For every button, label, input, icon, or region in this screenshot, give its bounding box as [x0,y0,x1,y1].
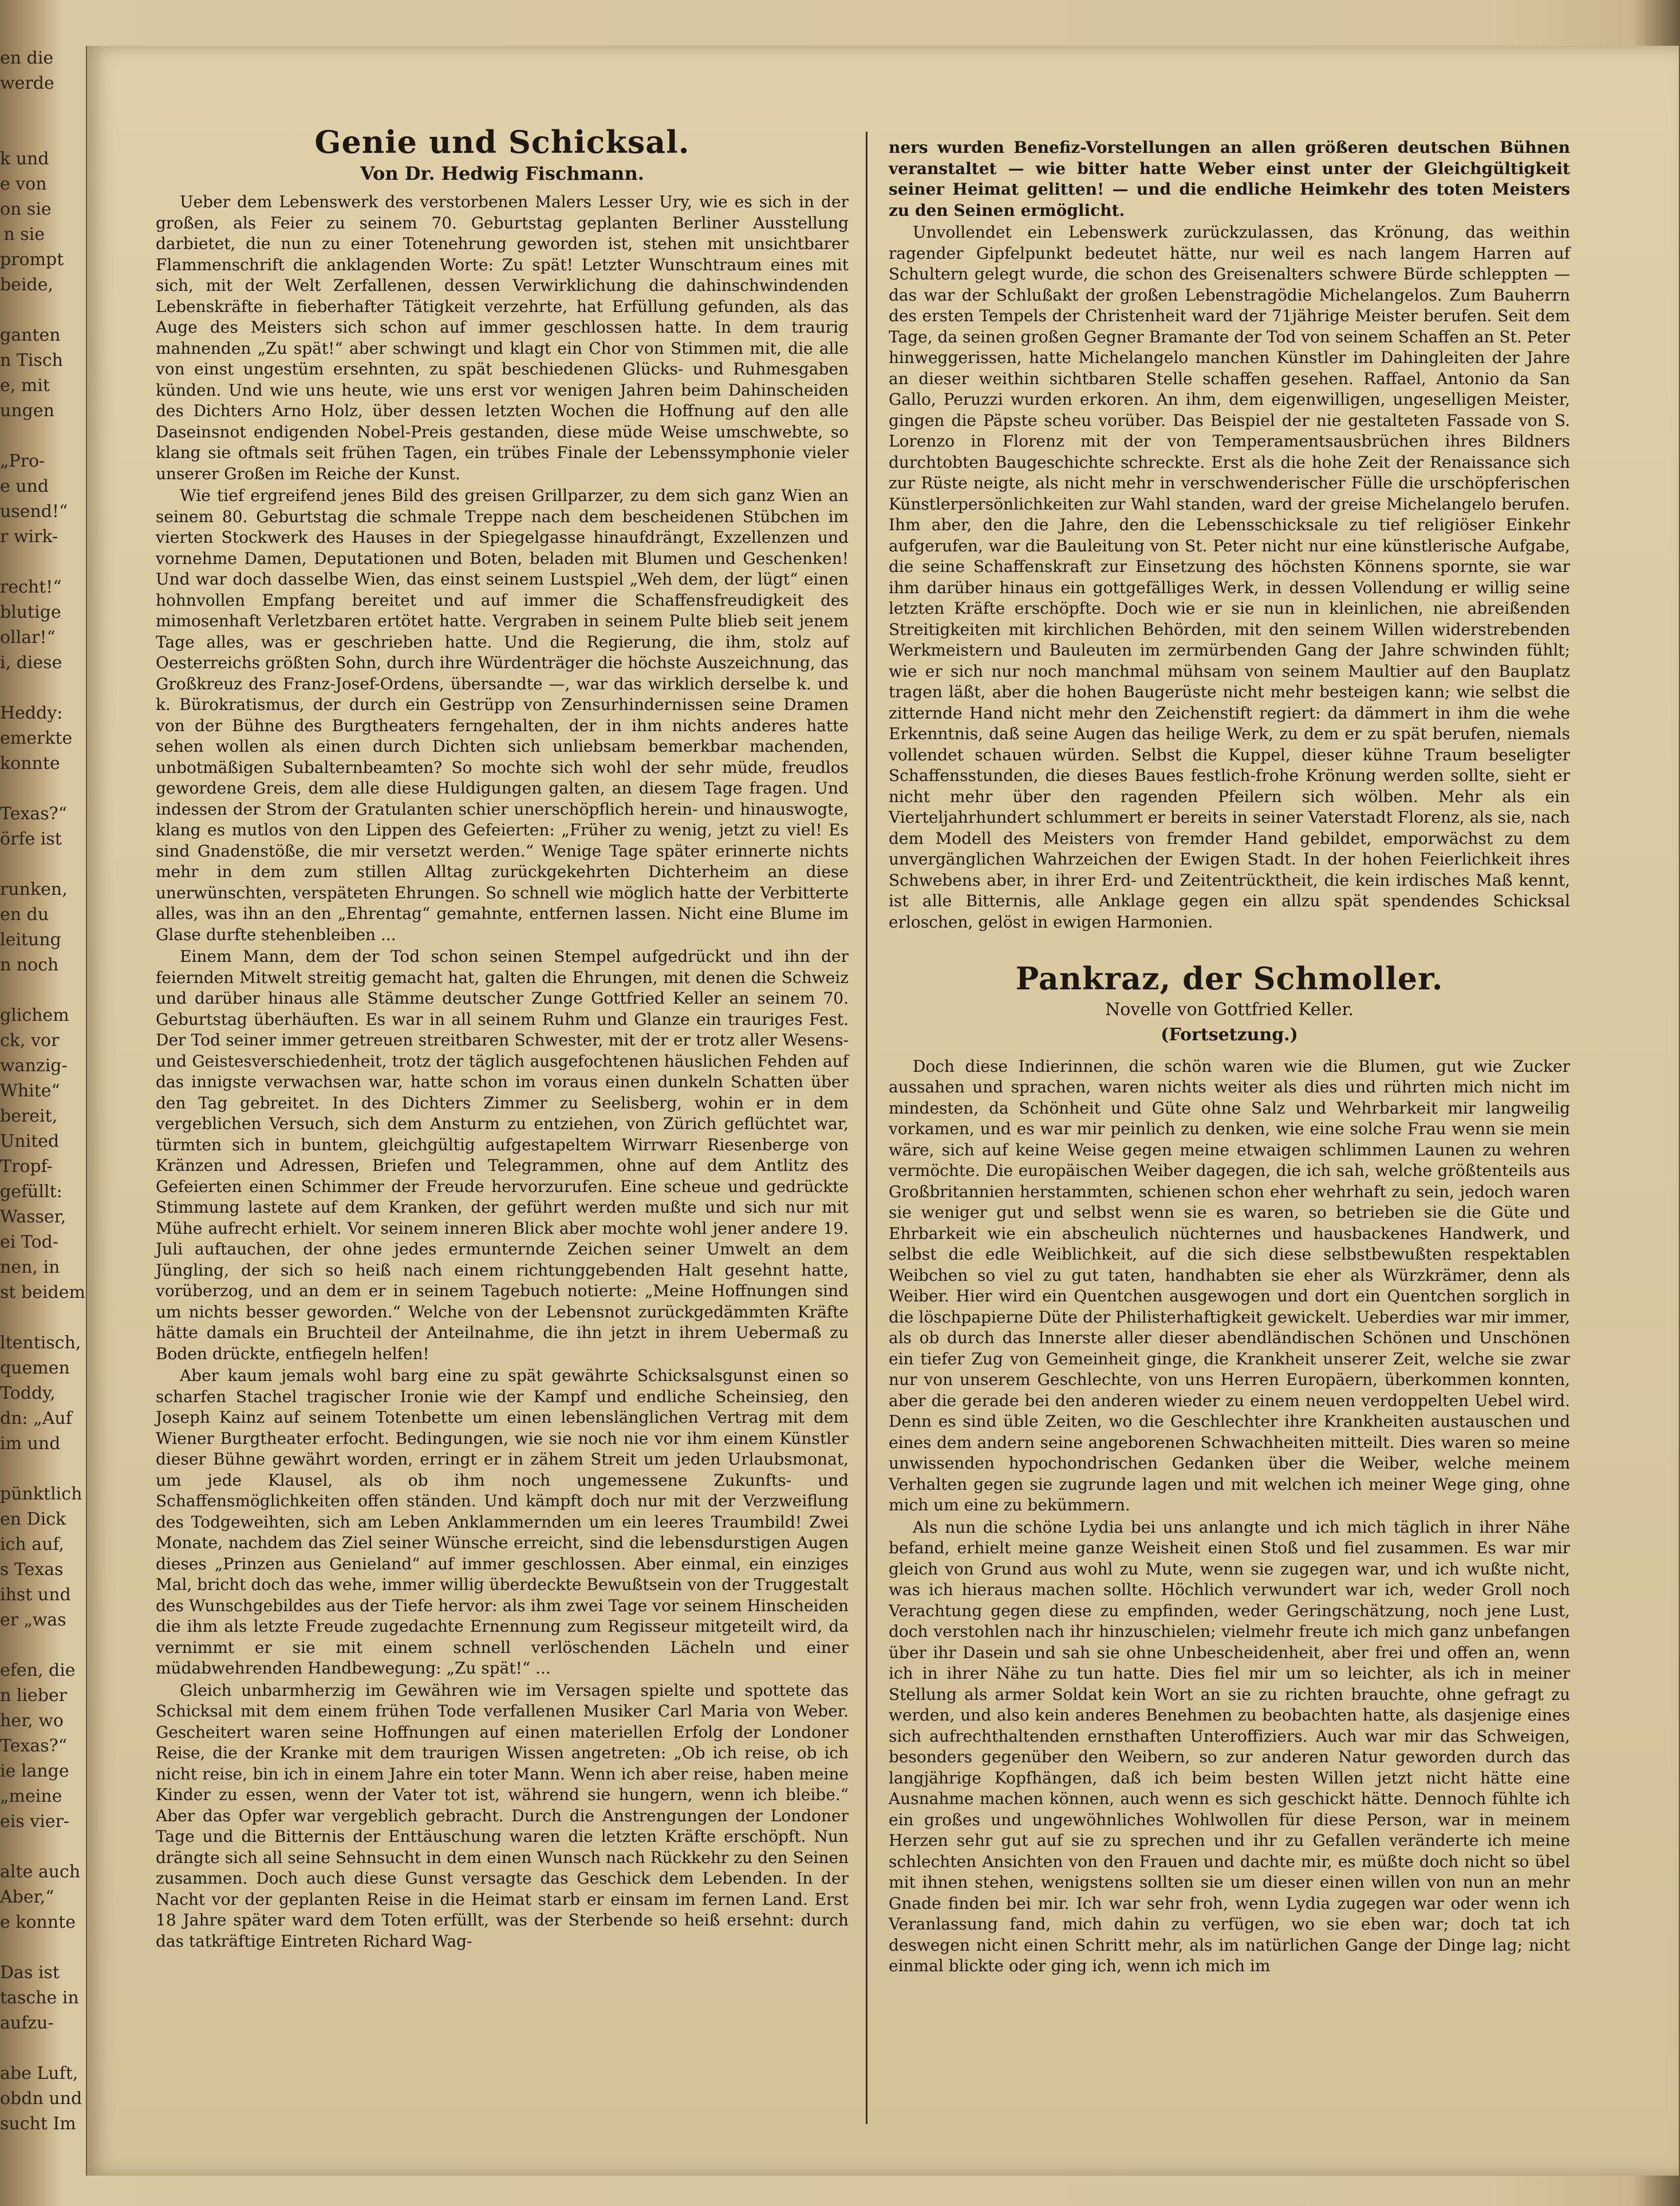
prev-page-fragment: Wasser, [0,1207,66,1227]
prev-page-fragment [0,96,52,121]
prev-page-fragment: ltentisch, [0,1333,81,1353]
prev-page-fragment: prompt [0,250,64,270]
prev-page-fragment [0,1305,52,1331]
paragraph: Aber kaum jemals wohl barg eine zu spät gewährte Schicksalsgunst einen so scharfen Stachel tragischer Ironie wie der Kampf und endliche Scheinsieg, den Joseph Kainz auf seinem Totenbette um einen lebenslänglichen Vertrag mit dem Wiener Burgtheater erfocht. Bedingungen, wie sie noch nie vor ihm einem Künstler dieser Bühne gewährt worden, erringt er in zähem Streit um jeden Urlaubsmonat, um jede Klausel, als ob ihm noch ungemessene Zukunfts- und Schaffensmöglichkeiten offen ständen. Und kämpft doch nur mit der Verzweiflung des Todgeweihten, sich am Leben Anklammernden um ein leeres Traumbild! Zwei Monate, nachdem das Ziel seiner Wünsche erreicht, sind die lebensdurstigen Augen dieses „Prinzen aus Genieland“ auf immer geschlossen. Aber einmal, ein einziges Mal, bricht doch das wehe, immer willig überdeckte Bewußtsein von der Truggestalt des Wunschgebildes aus der Tiefe hervor: als ihm zwei Tage vor seinem Hinscheiden die ihm als letzte Freude zugedachte Ernennung zum Regisseur mitgeteilt wird, da vernimmt er sie mit einem schnell verlöschenden Lächeln und einer müdabwehrenden Handbewegung: „Zu spät!“ ... [156,1366,849,1678]
article-title: Genie und Schicksal. [314,124,690,160]
prev-page-fragment: „Pro- [0,451,45,471]
prev-page-fragment: Tropf- [0,1157,53,1177]
prev-page-fragment [0,1834,52,1860]
continuation-note: (Fortsetzung.) [1161,1025,1298,1045]
prev-page-fragment: efen, die [0,1660,76,1680]
prev-page-fragment [0,424,52,449]
paragraph: Doch diese Indierinnen, die schön waren wie die Blumen, gut wie Zucker aussahen und sprachen, waren nichts weiter als dies und rührten mich nicht im mindesten, da Schönheit und Güte ohne Salz und Wehrbarkeit mir langweilig vorkamen, und es war mir peinlich zu denken, wie eine solche Frau wenn sie mein wäre, sich auf keine Weise gegen meine etwaigen schlimmen Launen zu wehren vermöchte. Die europäischen Weiber dagegen, die ich sah, welche größtenteils aus Großbritannien herstammten, schienen schon eher wehrhaft zu sein, jedoch waren sie weniger gut und selbst wenn sie es waren, so betrieben sie die Güte und Ehrbarkeit wie ein abscheulich nüchternes und hausbackenes Handwerk, und selbst die edle Weiblichkeit, auf die sich diese selbstbewußten respektablen Weibchen so viel zu gut taten, handhabten sie eher als Würzkrämer, denn als Weiber. Hier wird ein Quentchen ausgewogen und dort ein Quentchen sorglich in die löschpapierne Düte der Philisterhaftigkeit gewickelt. Ueberdies war mir immer, als ob durch das Innerste aller dieser abendländischen Schönen und Unschönen ein tiefer Zug von Gemeinheit ginge, die Krankheit unserer Zeit, welche sie zwar nur von unserem Geschlechte, von uns Herren Europäern, überkommen konnten, aber die gerade bei den anderen wieder zu einem neuen verdoppelten Uebel wird. Denn es sind üble Zeiten, wo die Geschlechter ihre Krankheiten austauschen und eines dem andern seine angeborenen Schwachheiten mitteilt. Dies waren so meine unwissenden hypochondrischen Gedanken über die Weiber, welche meinem Verhalten gegen sie zugrunde lagen und mit welchen ich meiner Wege ging, ohne mich um eine zu bekümmern. [889,1056,1570,1514]
prev-page-fragment: Aber,“ [0,1887,54,1907]
prev-page-fragment: White“ [0,1081,60,1101]
prev-page-fragment: quemen [0,1358,70,1378]
prev-page-fragment: ganten [0,325,61,345]
prev-page-fragment: sucht Im [0,2114,76,2134]
prev-page-fragment: glichem [0,1005,69,1025]
prev-page-fragment: gefüllt: [0,1182,62,1202]
prev-page-fragment: r wirk- [0,527,58,547]
prev-page-fragment: e konnte [0,1912,76,1932]
prev-page-fragment: ei Tod- [0,1232,58,1252]
prev-page-fragment: on sie [0,199,52,219]
prev-page-fragment: en du [0,905,49,925]
prev-page-fragment [0,978,52,1003]
prev-page-fragment: konnte [0,753,60,774]
prev-page-fragment: United [0,1131,60,1151]
prev-page-fragment: Texas?“ [0,804,68,824]
paragraph: Wie tief ergreifend jenes Bild des greisen Grillparzer, zu dem sich ganz Wien an seinem 80. Geburtstag die schmale Treppe nach dem bescheidenen Stübchen im vierten Stockwerk des Hauses in der Spiegelgasse hinaufdrängt, Exzellenzen und vornehme Damen, Deputationen und Boten, beladen mit Blumen und Geschenken! Und war doch dasselbe Wien, das einst seinem Lustspiel „Weh dem, der lügt“ einen hohnvollen Empfang bereitet und auf immer die Schaffensfreudigkeit des mimosenhaft Verletzbaren ertötet hatte. Vergraben in seinem Pulte blieb seit jenem Tage alles, was er geschrieben hatte. Und die Regierung, die ihm, stolz auf Oesterreichs größten Sohn, durch ihre Würdenträger die höchste Auszeichnung, das Großkreuz des Franz-Josef-Ordens, übersandte —, war das wirklich derselbe k. und k. Bürokratismus, der durch ein Gestrüpp von Zensurhindernissen seine Dramen von der Bühne des Burgtheaters ferngehalten, der in ihm nichts anderes hatte sehen wollen als einen durch Dichten sich unliebsam bemerkbar machenden, unbotmäßigen Subalternbeamten? So mochte sich wohl der sehr müde, freudlos gewordene Greis, dem alle diese Huldigungen galten, an diesem Tage fragen. Und indessen der Strom der Gratulanten schier unerschöpflich herein- und hinauswogte, klang es mutlos von den Lippen des Gefeierten: „Früher zu wenig, jetzt zu viel! Es sind Gnadenstöße, die mir versetzt werden.“ Wenige Tage später erinnerte nichts mehr in dem zum stillen Alltag zurückgekehrten Dichterheim an diese unerwünschten, verspäteten Ehrungen. So schnell wie möglich hatte der Verbitterte alles, was ihn an den „Ehrentag“ gemahnte, entfernen lassen. Nicht eine Blume im Glase durfte stehenbleiben ... [156,486,849,944]
prev-page-fragment: ungen [0,401,54,421]
prev-page-fragment: e, mit [0,376,50,396]
prev-page-fragment: werde [0,73,54,93]
prev-page-fragment: „meine [0,1786,62,1806]
prev-page-fragment [0,550,52,575]
prev-page-fragment: n lieber [0,1686,68,1706]
prev-page-fragment: ck, vor [0,1031,60,1051]
prev-page-fragment [0,298,52,323]
prev-page-fragment: eis vier- [0,1812,70,1832]
paragraph: Unvollendet ein Lebenswerk zurückzulassen, das Krönung, das weithin ragender Gipfelpunkt bedeutet hätte, nur weil es nach langem Harren auf Schultern gelegt wurde, die schon des Greisenalters schwere Bürde schleppten — das war der Schlußakt der großen Lebenstragödie Michelangelos. Zum Bauherrn des ersten Tempels der Christenheit ward der 71jährige Meister berufen. Seit dem Tage, da seinen großen Gegner Bramante der Tod von seinem Schaffen an St. Peter hinweggerissen, hatte Michelangelo manchen Künstler im Dahingleiten der Jahre an dieser weithin sichtbaren Stelle schaffen gesehen. Raffael, Antonio da San Gallo, Peruzzi wurden erkoren. An ihm, dem eigenwilligen, ungeselligen Meister, gingen die Päpste scheu vorüber. Das Beispiel der nie gestalteten Fassade von S. Lorenzo in Florenz mit der von Temperamentsausbrüchen ihres Bildners durchtobten Baugeschichte schreckte. Erst als die hohe Zeit der Renaissance sich zur Rüste neigte, als nicht mehr in verschwenderischer Fülle die urschöpferischen Künstlerpersönlichkeiten zur Wahl standen, ward der greise Michelangelo berufen. Ihm aber, den die Jahre, den die Lebensschicksale zu tief religiöser Einkehr aufgerufen, war die Bauleitung von St. Peter nicht nur eine künstlerische Aufgabe, die seine Schaffenskraft zur Einsetzung des höchsten Könnens spornte, sie war ihm darüber hinaus ein gottgefälliges Werk, in dessen Vollendung er willig seine letzten Kräfte erschöpfte. Doch wie er sie nun in kleinlichen, nie abreißenden Streitigkeiten mit kirchlichen Behörden, mit den seinem Willen widerstrebenden Werkmeistern und Bauleuten im zermürbenden Gang der Jahre schwinden fühlt; wie er sich nur noch manchmal mühsam von seinem Maultier auf den Bauplatz tragen läßt, aber die hohen Baugerüste nicht mehr besteigen kann; wie selbst die zitternde Hand nicht mehr den Zeichenstift regiert: da dämmert in ihm die wehe Erkenntnis, daß seine Augen das heilige Werk, zu dem er zu spät berufen, niemals vollendet schauen würden. Selbst die Kuppel, dieser kühne Traum beseligter Schaffensstunden, die dieses Baues festlich-frohe Krönung werden sollte, sieht er nicht mehr über den ragenden Pfeilern sich wölben. Mehr als ein Vierteljahrhundert schlummert er bereits in seiner Vaterstadt Florenz, als sie, nach dem Modell des Meisters von fremder Hand gebildet, emporwächst zu dem unvergänglichen Wahrzeichen der Ewigen Stadt. In der hohen Feierlichkeit ihres Schwebens aber, in ihrer Erd- und Zeitentrücktheit, die kein irdisches Maß kennt, ist alle Bitternis, alle Anklage gegen ein allzu spät spendendes Schicksal erloschen, gelöst in ewigen Harmonien. [889,223,1570,932]
column-right [889,137,1570,1978]
prev-page-fragment: ie lange [0,1761,69,1781]
prev-page-fragment: beide, [0,275,54,295]
prev-page-fragment: ihst und [0,1585,71,1605]
novella-subtitle: Novelle von Gottfried Keller. [1105,999,1354,1020]
prev-page-fragment: emerkte [0,728,73,748]
prev-page-fragment: nen, in [0,1257,60,1277]
prev-page-fragment [0,2036,52,2061]
prev-page-fragment: pünktlich [0,1484,82,1504]
prev-page-fragment: blutige [0,602,61,622]
prev-page-fragment: recht!“ [0,577,62,597]
prev-page-fragment: leitung [0,930,61,950]
prev-page-fragment: aufzu- [0,2013,54,2033]
newspaper-page [86,46,1679,2176]
previous-page-edge [0,46,85,2164]
prev-page-fragment: ich auf, [0,1534,65,1554]
prev-page-fragment: st beidem [0,1282,85,1303]
prev-page-fragment [0,676,52,701]
prev-page-fragment [0,1633,52,1658]
prev-page-fragment: en Dick [0,1509,66,1529]
prev-page-fragment: ollar!“ [0,628,56,648]
paragraph: Einem Mann, dem der Tod schon seinen Stempel aufgedrückt und ihn der feiernden Mitwelt streitig gemacht hat, galten die Ehrungen, mit denen die Schweiz und darüber hinaus alle Stämme deutscher Zunge Gottfried Keller an seinem 70. Geburtstag überhäuften. Es war in all seinem Ruhm und Glanze ein trauriges Fest. Der Tod seiner immer getreuen streitbaren Schwester, mit der er trotz aller Wesens- und Geistesverschiedenheit, trotz der täglich ausgefochtenen häuslichen Fehden auf das innigste verwachsen war, hatte schon im voraus einen dunkeln Schatten über den Tag gebreitet. In des Dichters Zimmer zu Seelisberg, wohin er in dem vergeblichen Versuch, sich dem Ansturm zu entziehen, von Zürich geflüchtet war, türmten sich in buntem, gleichgültig aufgestapeltem Wirrwarr Riesenberge von Kränzen und Adressen, Briefen und Telegrammen, ohne auf dem Antlitz des Gefeierten einen Schimmer der Freude hervorzurufen. Eine scheue und gedrückte Stimmung lastete auf dem Kranken, der geführt werden mußte und sich nur mit Mühe aufrecht erhielt. Vor seinem inneren Blick aber mochte wohl jener andere 19. Juli auftauchen, der ohne jedes ermunternde Zeichen seiner Umwelt an dem Jüngling, der sich so heiß nach einem richtunggebenden Halt gesehnt hatte, vorüberzog, und an dem er in seinem Tagebuch notierte: „Meine Hoffnungen sind um nichts besser geworden.“ Welche von der Lebensnot zurückgedämmten Kräfte hätte damals ein Bruchteil der Anteilnahme, die ihn jetzt in ihrem Uebermaß zu Boden drückte, entfiegeln helfen! [156,947,849,1363]
paragraph: Gleich unbarmherzig im Gewähren wie im Versagen spielte und spottete das Schicksal mit dem einem frühen Tode verfallenen Musiker Carl Maria von Weber. Gescheitert waren seine Hoffnungen auf einen materiellen Erfolg der Londoner Reise, die der Kranke mit dem traurigen Wissen angetreten: „Ob ich reise, ob ich nicht reise, bin ich in einem Jahre ein toter Mann. Wenn ich aber reise, haben meine Kinder zu essen, wenn der Vater tot ist, während sie hungern, wenn ich bleibe.“ Aber das Opfer war vergeblich gebracht. Durch die Anstrengungen der Londoner Tage und die Bitternis der Enttäuschung waren die letzten Kräfte erschöpft. Nun drängte sich all seine Sehnsucht in dem einen Wunsch nach Rückkehr zu den Seinen zusammen. Doch auch diese Gunst versagte das Geschick dem Lebenden. In der Nacht vor der geplanten Reise in die Heimat starb er einsam im fernen Land. Erst 18 Jahre später ward dem Toten erfüllt, was der Sterbende so heiß ersehnt: durch das tatkräftige Eintreten Richard Wag- [156,1680,849,1951]
paragraph-continuation: ners wurden Benefiz-Vorstellungen an allen größeren deutschen Bühnen veranstaltet — wie bitter hatte Weber einst unter der Gleichgültigkeit seiner Heimat gelitten! — und die endliche Heimkehr des toten Meisters zu den Seinen ermöglicht. [889,138,1570,220]
prev-page-fragment: n noch [0,955,59,975]
column-rule [866,132,867,2124]
prev-page-fragment: s Texas [0,1560,64,1580]
prev-page-fragment: Texas?“ [0,1736,68,1756]
prev-page-fragment: n sie [3,224,45,244]
prev-page-fragment: tasche in [0,1988,79,2008]
prev-page-fragment: e und [0,476,49,496]
prev-page-fragment: er „was [0,1610,66,1630]
prev-page-fragment: Das ist [0,1963,60,1983]
prev-page-fragment: en die [0,48,54,68]
novella-title: Pankraz, der Schmoller. [1015,960,1444,997]
prev-page-fragment: n Tisch [0,350,63,370]
prev-page-fragment: i, diese [0,653,62,673]
prev-page-fragment: usend!“ [0,502,68,522]
prev-page-fragment: dn: „Auf [0,1408,72,1428]
article-byline: Von Dr. Hedwig Fischmann. [360,162,644,184]
prev-page-fragment: her, wo [0,1711,64,1731]
prev-page-fragment: abe Luft, [0,2063,78,2083]
prev-page-fragment: Heddy: [0,703,63,723]
prev-page-fragment [0,1457,52,1482]
prev-page-fragment [0,1935,52,1960]
paragraph: Ueber dem Lebenswerk des verstorbenen Malers Lesser Ury, wie es sich in der großen, als Feier zu seinem 70. Geburtstag geplanten Berliner Ausstellung darbietet, die nun zu einer Totenehrung geworden ist, stehen mit unsichtbarer Flammenschrift die anklagenden Worte: Zu spät! Letzter Wunschtraum eines mit sich, mit der Welt Zerfallenen, dessen Verwirklichung die dahinschwindenden Lebenskräfte in fieberhafter Tätigkeit verzehrte, hat Erfüllung gefunden, als das Auge des Meisters sich schon auf immer geschlossen hatte. In dem traurig mahnenden „Zu spät!“ aber schwingt und klagt ein Chor von Stimmen mit, die alle von einst ungestüm ersehnten, zu spät beschiedenen Glücks- und Ruhmesgaben künden. Und wie uns heute, wie uns erst vor wenigen Jahren beim Dahinscheiden des Dichters Arno Holz, über dessen letzten Wochen die Hoffnung auf den alle Daseinsnot endigenden Nobel-Preis gestanden, diese müde Weise umschwebte, so klang sie oftmals seit frühen Tagen, ein trübes Finale der Lebenssymphonie vieler unserer Großen im Reiche der Kunst. [156,192,849,483]
prev-page-fragment: bereit, [0,1106,58,1126]
column-left [156,124,849,1953]
prev-page-fragment: örfe ist [0,829,62,849]
prev-page-fragment [0,776,52,802]
prev-page-fragment: wanzig- [0,1056,68,1076]
prev-page-fragment: alte auch [0,1862,81,1882]
prev-page-fragment: im und [0,1434,61,1454]
prev-page-fragment: e von [0,174,47,194]
prev-page-fragment: runken, [0,879,68,899]
paragraph: Als nun die schöne Lydia bei uns anlangte und ich mich täglich in ihrer Nähe befand, erhielt meine ganze Weisheit einen Stoß und fiel zusammen. Es war mir gleich von Grund aus wohl zu Mute, wenn sie zugegen war, und ich wußte nicht, was ich hieraus machen sollte. Höchlich verwundert war ich, weder Groll noch Verachtung gegen diese zu empfinden, weder Geringschätzung, noch jene Lust, doch verstohlen nach ihr hinzuschielen; vielmehr freute ich mich ganz unbefangen über ihr Dasein und sah sie ohne Unbescheidenheit, aber frei und offen an, wenn ich in ihrer Nähe zu tun hatte. Dies fiel mir um so leichter, als ich in meiner Stellung als armer Soldat kein Wort an sie zu richten brauchte, ohne gefragt zu werden, und also kein anderes Benehmen zu beobachten hatte, als dasjenige eines sich aufrechthaltenden ernsthaften Unteroffiziers. Auch war mir das Schweigen, besonders gegenüber den Weibern, so zur anderen Natur geworden durch das langjährige Kopfhängen, daß ich beim besten Willen jetzt nicht hätte eine Ausnahme machen können, auch wenn es sich geschickt hätte. Dennoch fühlte ich ein großes und ungewöhnliches Wohlwollen für diese Person, war in meinem Herzen sehr gut auf sie zu sprechen und ihr zu Gefallen veränderte ich meine schlechten Ansichten von den Frauen und dachte mir, es müßte doch nicht so übel mit ihnen stehen, wenigstens sollten sie um dieser einen willen von nun an mehr Gnade finden bei mir. Ich war sehr froh, wenn Lydia zugegen war oder wenn ich Veranlassung fand, mich dahin zu verfügen, wo sie eben war; doch tat ich deswegen nicht einen Schritt mehr, als im natürlichen Gange der Dinge lag; nicht einmal blickte oder ging ich, wenn ich mich im [889,1517,1570,1975]
prev-page-fragment [0,852,52,877]
prev-page-fragment: obdn und [0,2089,82,2109]
prev-page-fragment [0,121,52,147]
prev-page-fragment: k und [0,149,49,169]
prev-page-fragment: Toddy, [0,1383,56,1403]
